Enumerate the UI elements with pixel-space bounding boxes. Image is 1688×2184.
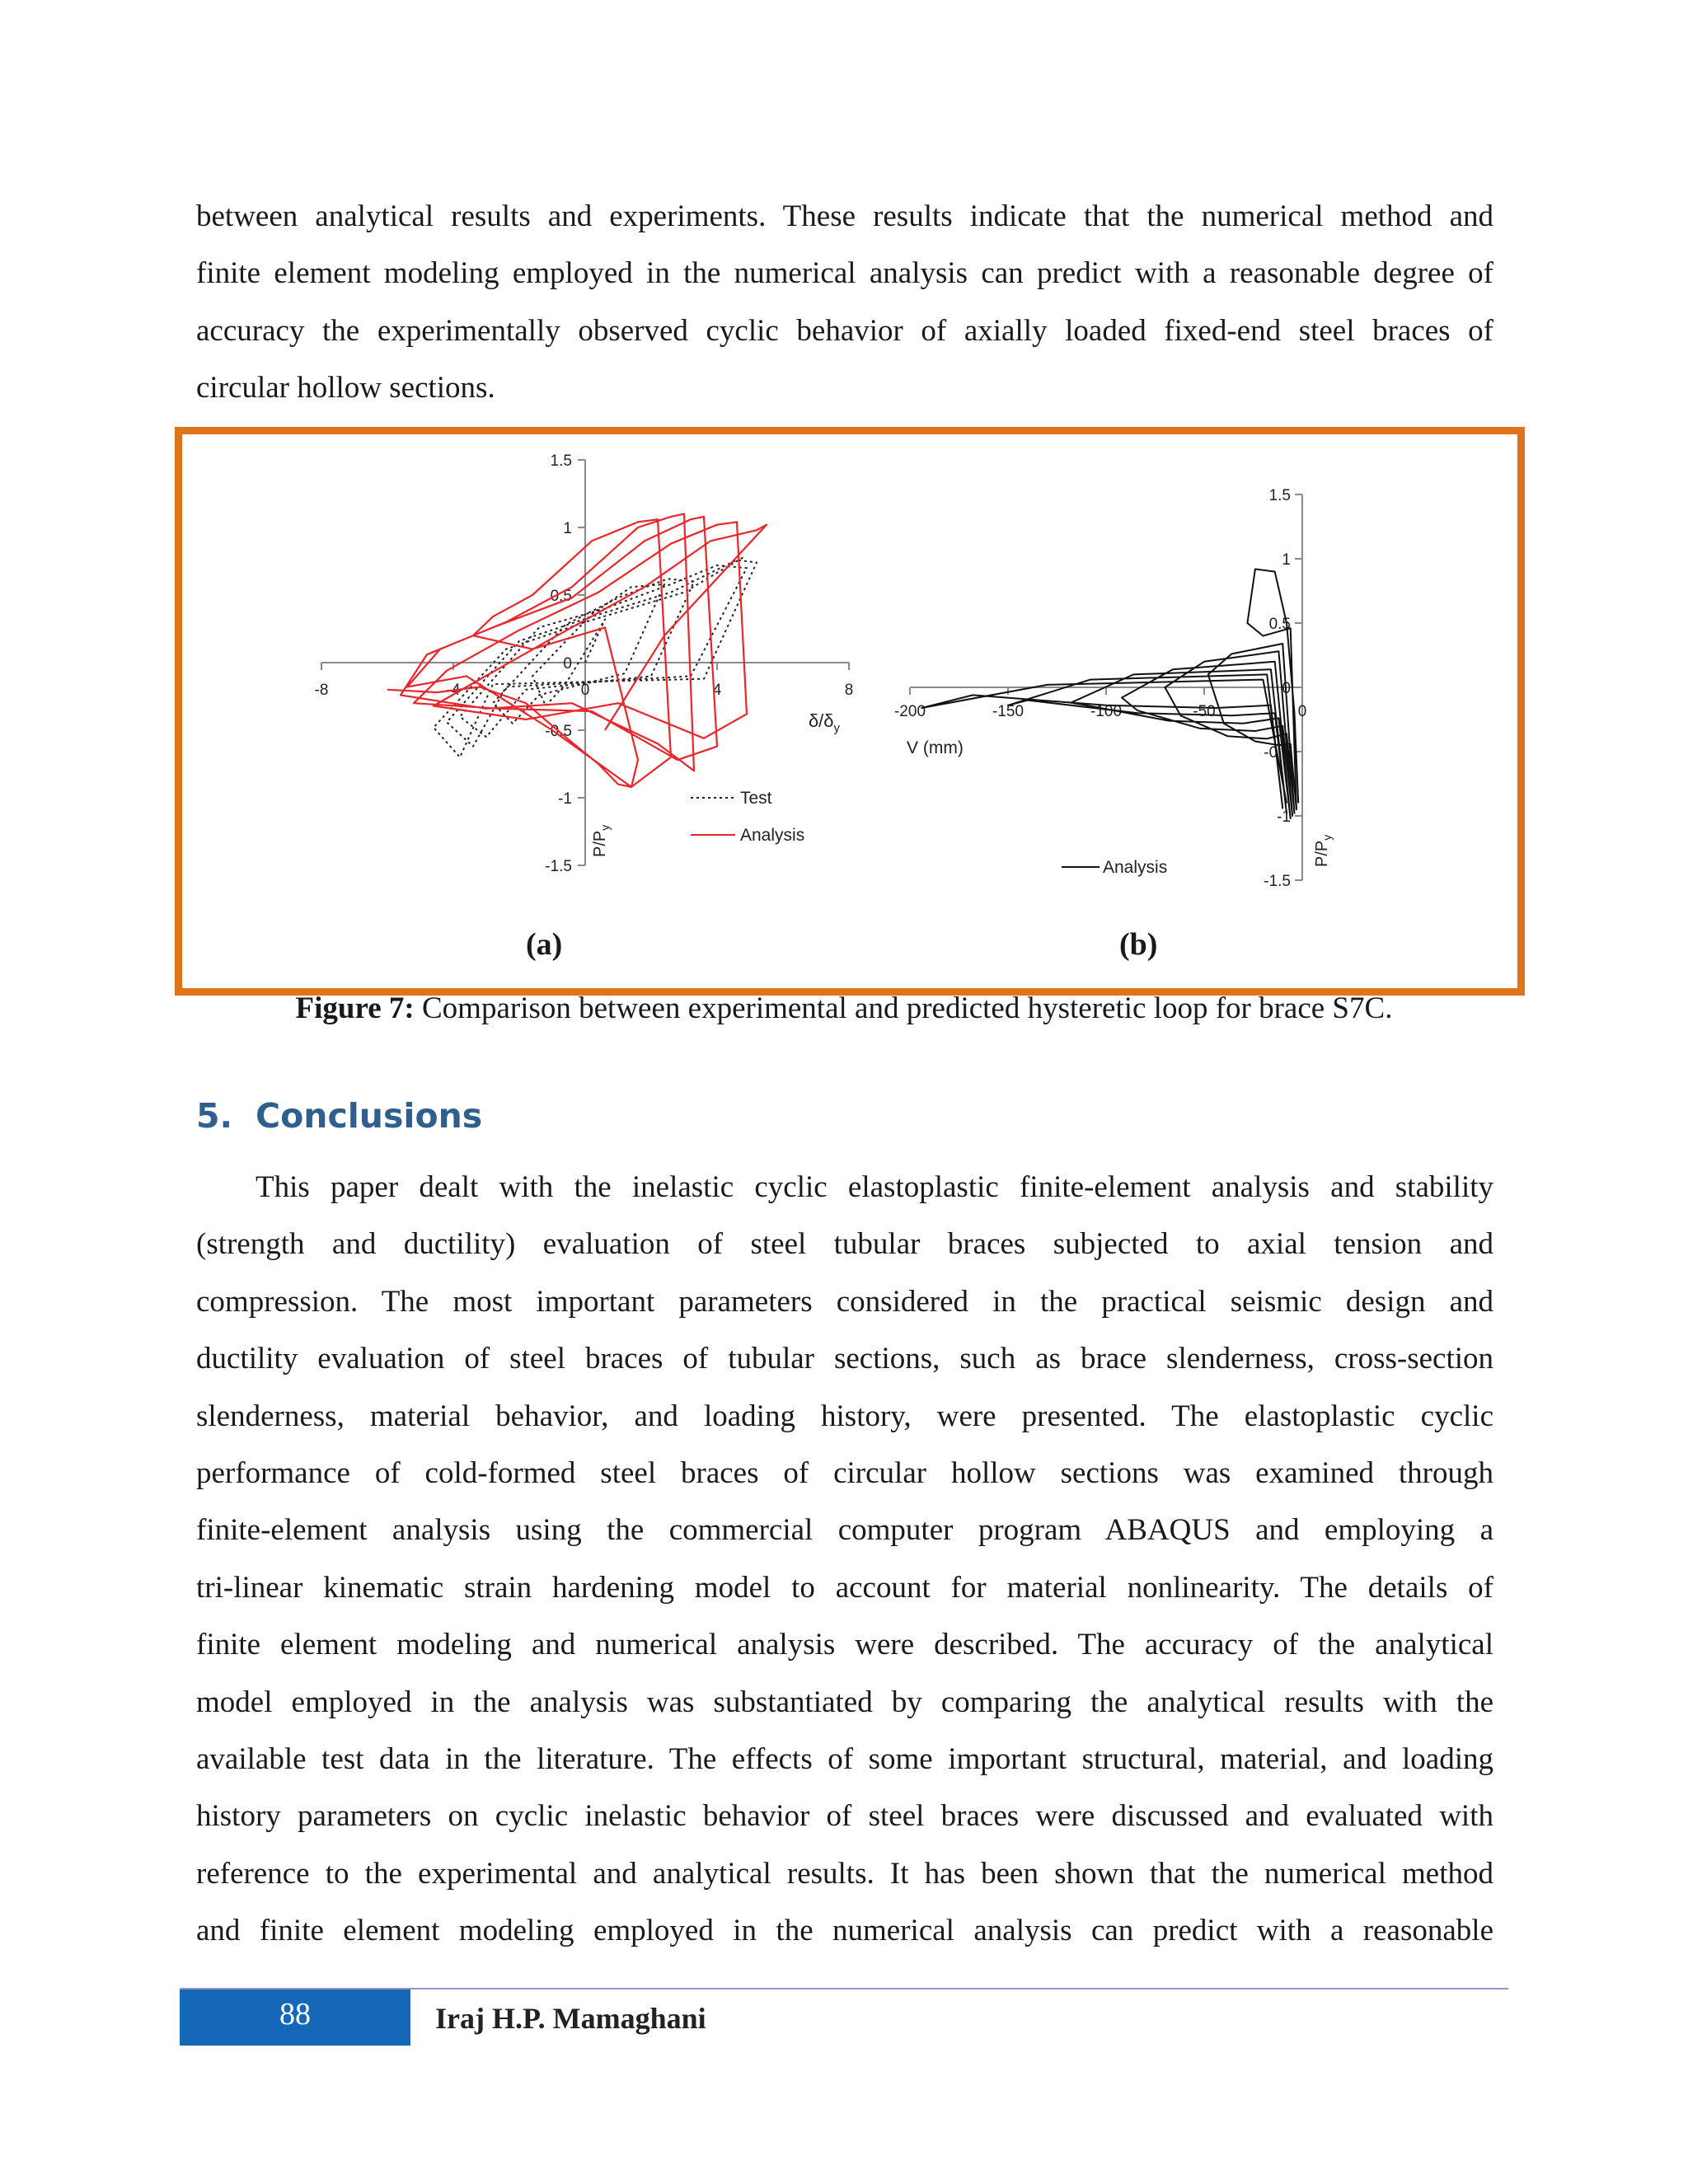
series-analysis xyxy=(387,514,767,787)
y-tick-label: -0.5 xyxy=(1264,744,1291,762)
x-tick-label: -100 xyxy=(1090,703,1123,720)
series-analysis xyxy=(921,569,1298,819)
x-tick-label: -150 xyxy=(992,703,1025,720)
text-line: finite element modeling and numerical analysis were described. The accuracy of the analytical xyxy=(196,1628,1493,1662)
text-line: ductility evaluation of steel braces of tubular sections, such as brace slenderness, cross-section xyxy=(196,1342,1493,1376)
x-tick-label: 4 xyxy=(712,682,722,699)
text-line: reference to the experimental and analytical results. It has been shown that the numerical method xyxy=(196,1856,1493,1891)
x-tick-label: -8 xyxy=(314,682,329,699)
x-axis-label: $\delta/\delta_y$ xyxy=(808,710,841,735)
text-line: circular hollow sections. xyxy=(196,371,495,405)
x-tick-label: 0 xyxy=(580,682,590,699)
section-title: Conclusions xyxy=(256,1096,483,1136)
y-tick-label: -1.5 xyxy=(545,858,572,875)
y-tick-label: -1 xyxy=(558,790,572,808)
x-tick-label: 0 xyxy=(1297,703,1307,720)
section-number: 5. xyxy=(196,1096,233,1136)
panel-b-label: (b) xyxy=(1119,927,1158,962)
x-tick-label: -200 xyxy=(893,703,926,720)
text-line: history parameters on cyclic inelastic behavior of steel braces were discussed and evaluated with xyxy=(196,1799,1493,1834)
legend-label-analysis: Analysis xyxy=(740,826,805,845)
y-tick-label: 0 xyxy=(1282,680,1291,697)
chart-b xyxy=(894,487,1334,890)
page-number: 88 xyxy=(180,1990,410,2046)
y-tick-label: -1 xyxy=(1277,808,1291,826)
y-axis-label: $P/P_y$ xyxy=(591,824,612,857)
y-axis-label-sub: y xyxy=(1320,834,1334,841)
y-tick-label: -1.5 xyxy=(1264,873,1291,890)
text-line: tri-linear kinematic strain hardening model to account for material nonlinearity. The details of xyxy=(196,1570,1493,1605)
y-tick-label: 0 xyxy=(563,655,572,673)
caption-text: Comparison between experimental and predicted hysteretic loop for brace S7C. xyxy=(414,991,1393,1025)
x-tick-label: -4 xyxy=(446,682,461,699)
text-line: This paper dealt with the inelastic cyclic elastoplastic finite-element analysis and stability xyxy=(256,1170,1493,1204)
conclusions-paragraph xyxy=(196,1159,1493,1959)
y-tick-label: 0.5 xyxy=(550,588,572,605)
text-line: finite element modeling employed in the numerical analysis can predict with a reasonable degree of xyxy=(196,256,1493,291)
caption-label: Figure 7: xyxy=(295,991,415,1025)
x-tick-label: 8 xyxy=(844,682,854,699)
figure-caption xyxy=(0,991,1688,1026)
text-line: and finite element modeling employed in the numerical analysis can predict with a reasonable xyxy=(196,1914,1493,1948)
legend-label-test: Test xyxy=(740,789,772,808)
y-tick-label: 0.5 xyxy=(1268,616,1291,633)
text-line: slenderness, material behavior, and loading history, were presented. The elastoplastic cyclic xyxy=(196,1399,1493,1433)
x-tick-label: -50 xyxy=(1193,703,1216,720)
y-axis-label: $P/P_y$ xyxy=(1313,834,1334,867)
y-axis-label-sub: y xyxy=(598,824,612,831)
x-axis-label-sub: y xyxy=(833,721,841,735)
text-line: accuracy the experimentally observed cyclic behavior of axially loaded fixed-end steel braces of xyxy=(196,313,1493,348)
text-line: model employed in the analysis was substantiated by comparing the analytical results with the xyxy=(196,1685,1493,1719)
panel-a-label: (a) xyxy=(526,927,563,962)
text-line: compression. The most important parameters considered in the practical seismic design and xyxy=(196,1284,1493,1319)
y-tick-label: 1 xyxy=(563,520,572,537)
y-tick-label: 1 xyxy=(1282,551,1291,569)
text-line: performance of cold-formed steel braces of circular hollow sections was examined through xyxy=(196,1455,1493,1490)
footer-author: Iraj H.P. Mamaghani xyxy=(435,2002,706,2035)
text-line: available test data in the literature. The effects of some important structural, material, and loading xyxy=(196,1741,1493,1776)
text-line: (strength and ductility) evaluation of steel tubular braces subjected to axial tension and xyxy=(196,1227,1493,1262)
legend-label-analysis: Analysis xyxy=(1103,858,1168,877)
section-heading xyxy=(196,1096,482,1136)
y-tick-label: -0.5 xyxy=(545,723,572,740)
text-line: between analytical results and experiments. These results indicate that the numerical method and xyxy=(196,199,1493,233)
chart-a xyxy=(315,452,854,875)
y-tick-label: 1.5 xyxy=(1268,487,1291,504)
x-axis-label: V (mm) xyxy=(907,738,964,757)
text-line: finite-element analysis using the commercial computer program ABAQUS and employing a xyxy=(196,1513,1493,1548)
y-tick-label: 1.5 xyxy=(550,452,572,470)
